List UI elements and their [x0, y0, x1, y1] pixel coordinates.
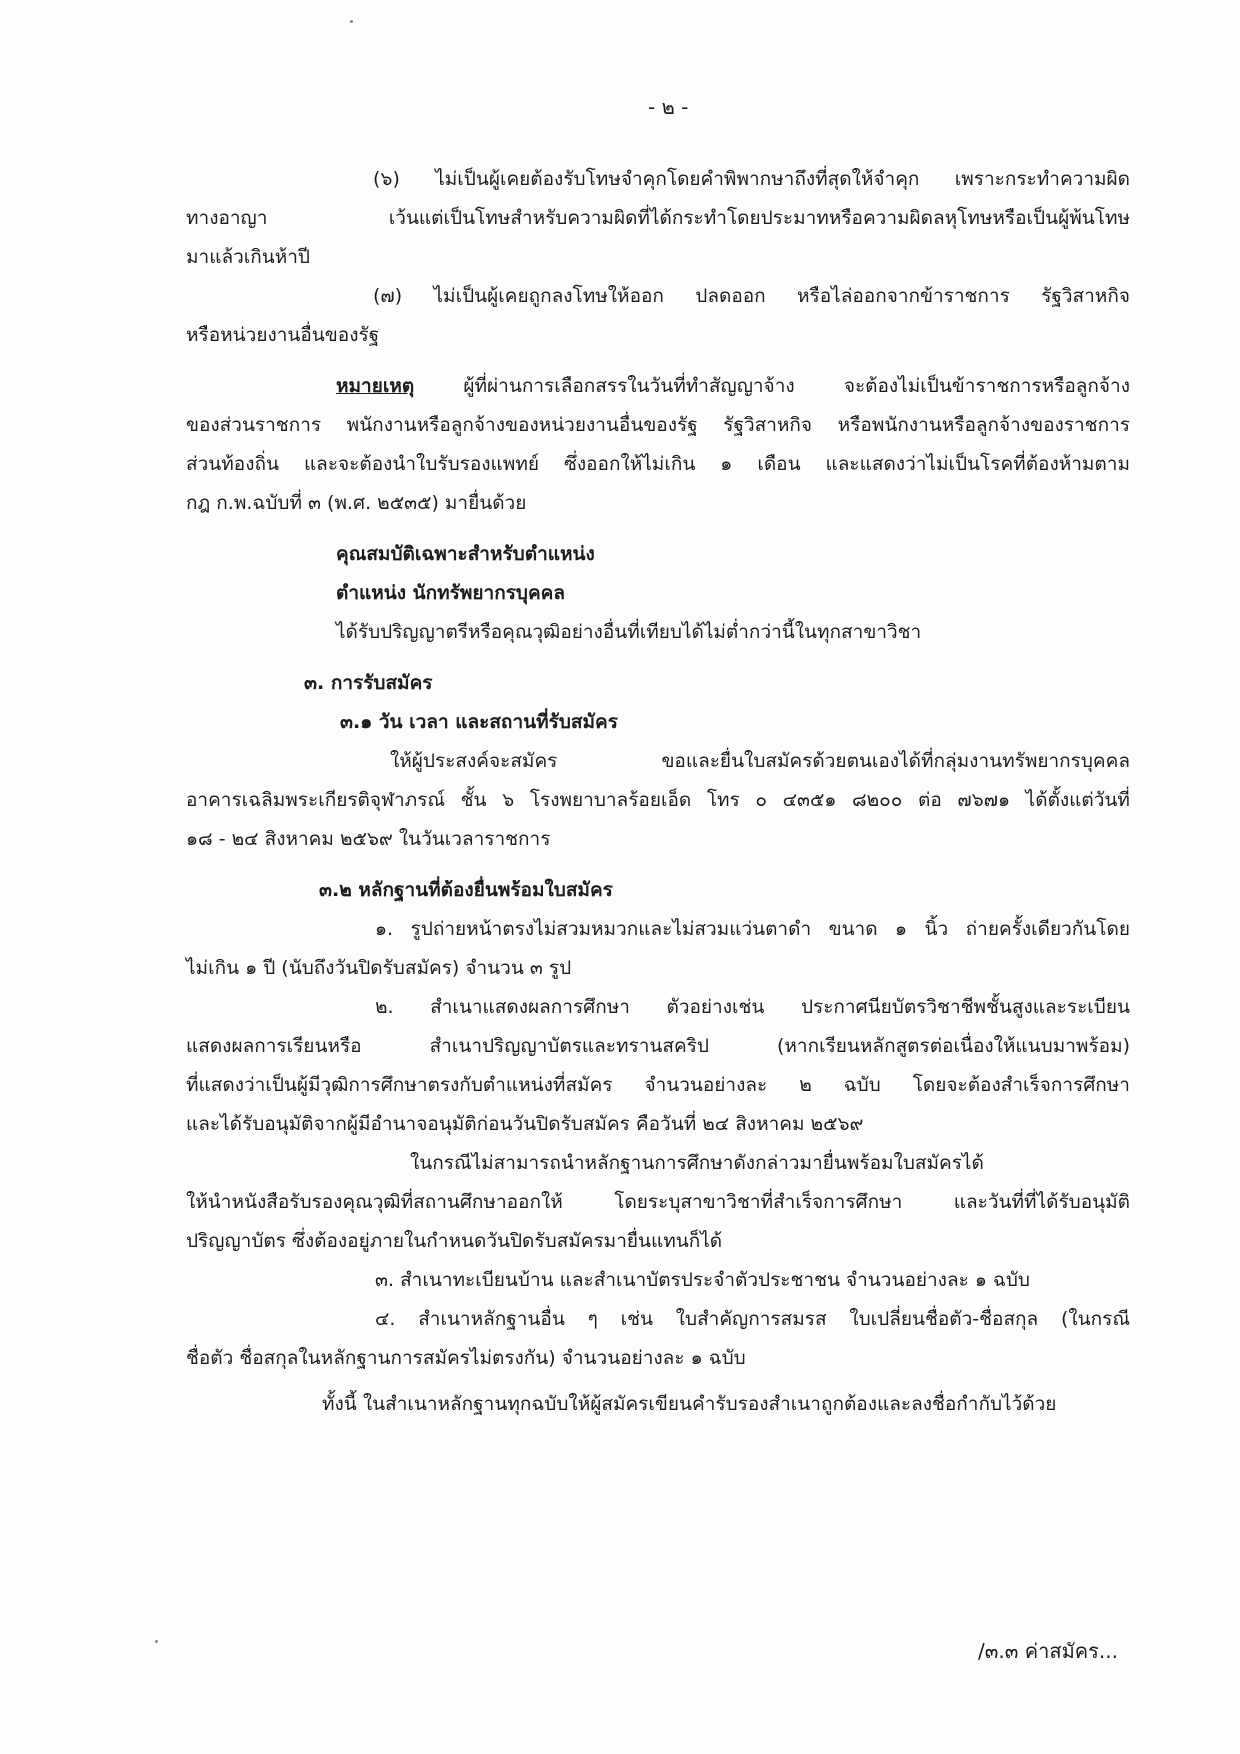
position-heading: คุณสมบัติเฉพาะสำหรับตำแหน่ง	[336, 543, 595, 565]
item-7-line-1: (๗) ไม่เป็นผู้เคยถูกลงโทษให้ออก ปลดออก หรือไล่ออกจากข้าราชการ รัฐวิสาหกิจ	[373, 285, 1130, 307]
doc-4-line-1: ๔. สำเนาหลักฐานอื่น ๆ เช่น ใบสำคัญการสมรส ใบเปลี่ยนชื่อตัว-ชื่อสกุล (ในกรณี	[375, 1308, 1130, 1330]
page-number: - ๒ -	[648, 95, 689, 119]
item-6-line-2: ทางอาญา เว้นแต่เป็นโทษสำหรับความผิดที่ได้กระทำโดยประมาทหรือความผิดลหุโทษหรือเป็นผู้พ้นโทษ	[186, 207, 1130, 229]
section-3-heading: ๓. การรับสมัคร	[304, 672, 433, 694]
item-6-line-1: (๖) ไม่เป็นผู้เคยต้องรับโทษจำคุกโดยคำพิพากษาถึงที่สุดให้จำคุก เพราะกระทำความผิด	[373, 168, 1130, 190]
doc-2-note-line-3: ปริญญาบัตร ซึ่งต้องอยู่ภายในกำหนดวันปิดรับสมัครมายื่นแทนก็ได้	[186, 1230, 723, 1252]
section-3-1-line-2: อาคารเฉลิมพระเกียรติจุฬาภรณ์ ชั้น ๖ โรงพยาบาลร้อยเอ็ด โทร ๐ ๔๓๕๑ ๘๒๐๐ ต่อ ๗๖๗๑ ได้ตั้งแต่วันที่	[186, 789, 1130, 811]
doc-2-note-line-1: ในกรณีไม่สามารถนำหลักฐานการศึกษาดังกล่าวมายื่นพร้อมใบสมัครได้	[410, 1152, 984, 1174]
section-3-1-line-3: ๑๘ - ๒๔ สิงหาคม ๒๕๖๙ ในวันเวลาราชการ	[186, 828, 551, 850]
item-6-line-3: มาแล้วเกินห้าปี	[186, 246, 310, 268]
doc-2-line-1: ๒. สำเนาแสดงผลการศึกษา ตัวอย่างเช่น ประกาศนียบัตรวิชาชีพชั้นสูงและระเบียน	[375, 996, 1130, 1018]
closing-statement: ทั้งนี้ ในสำเนาหลักฐานทุกฉบับให้ผู้สมัครเขียนคำรับรองสำเนาถูกต้องและลงชื่อกำกับไว้ด้วย	[322, 1393, 1057, 1415]
doc-2-line-4: และได้รับอนุมัติจากผู้มีอำนาจอนุมัติก่อนวันปิดรับสมัคร คือวันที่ ๒๔ สิงหาคม ๒๕๖๙	[186, 1113, 864, 1135]
remark-line-1: หมายเหตุ ผู้ที่ผ่านการเลือกสรรในวันที่ทำสัญญาจ้าง จะต้องไม่เป็นข้าราชการหรือลูกจ้าง	[336, 375, 1130, 397]
doc-2-note-line-2: ให้นำหนังสือรับรองคุณวุฒิที่สถานศึกษาออกให้ โดยระบุสาขาวิชาที่สำเร็จการศึกษา และวันที่ที่ได้รับอนุมัติ	[186, 1191, 1130, 1213]
doc-1-line-1: ๑. รูปถ่ายหน้าตรงไม่สวมหมวกและไม่สวมแว่นตาดำ ขนาด ๑ นิ้ว ถ่ายครั้งเดียวกันโดย	[375, 918, 1130, 940]
position-requirement: ได้รับปริญญาตรีหรือคุณวุฒิอย่างอื่นที่เทียบได้ไม่ต่ำกว่านี้ในทุกสาขาวิชา	[336, 621, 922, 643]
item-7-line-2: หรือหน่วยงานอื่นของรัฐ	[186, 324, 380, 346]
doc-2-line-3: ที่แสดงว่าเป็นผู้มีวุฒิการศึกษาตรงกับตำแหน่งที่สมัคร จำนวนอย่างละ ๒ ฉบับ โดยจะต้องสำเร็จการศึกษา	[186, 1074, 1130, 1096]
scan-speck	[350, 20, 353, 23]
remark-label: หมายเหตุ	[336, 375, 415, 397]
doc-4-line-2: ชื่อตัว ชื่อสกุลในหลักฐานการสมัครไม่ตรงกัน) จำนวนอย่างละ ๑ ฉบับ	[186, 1347, 746, 1369]
continuation-footer: /๓.๓ ค่าสมัคร...	[978, 1639, 1118, 1663]
section-3-1-heading: ๓.๑ วัน เวลา และสถานที่รับสมัคร	[340, 711, 618, 733]
doc-2-line-2: แสดงผลการเรียนหรือ สำเนาปริญญาบัตรและทรานสคริป (หากเรียนหลักสูตรต่อเนื่องให้แนบมาพร้อม)	[186, 1035, 1130, 1057]
position-title: ตำแหน่ง นักทรัพยากรบุคคล	[336, 582, 566, 604]
remark-line-4: กฎ ก.พ.ฉบับที่ ๓ (พ.ศ. ๒๕๓๕) มายื่นด้วย	[186, 492, 527, 514]
remark-line-3: ส่วนท้องถิ่น และจะต้องนำใบรับรองแพทย์ ซึ่งออกให้ไม่เกิน ๑ เดือน และแสดงว่าไม่เป็นโรคที่ต้องห้ามตาม	[186, 453, 1130, 475]
remark-line-2: ของส่วนราชการ พนักงานหรือลูกจ้างของหน่วยงานอื่นของรัฐ รัฐวิสาหกิจ หรือพนักงานหรือลูกจ้างของราชการ	[186, 414, 1130, 436]
doc-3-line-1: ๓. สำเนาทะเบียนบ้าน และสำเนาบัตรประจำตัวประชาชน จำนวนอย่างละ ๑ ฉบับ	[375, 1269, 1030, 1291]
scan-speck	[155, 1640, 158, 1643]
doc-1-line-2: ไม่เกิน ๑ ปี (นับถึงวันปิดรับสมัคร) จำนวน ๓ รูป	[186, 957, 572, 979]
section-3-2-heading: ๓.๒ หลักฐานที่ต้องยื่นพร้อมใบสมัคร	[319, 879, 613, 901]
section-3-1-line-1: ให้ผู้ประสงค์จะสมัคร ขอและยื่นใบสมัครด้วยตนเองได้ที่กลุ่มงานทรัพยากรบุคคล	[390, 750, 1130, 772]
